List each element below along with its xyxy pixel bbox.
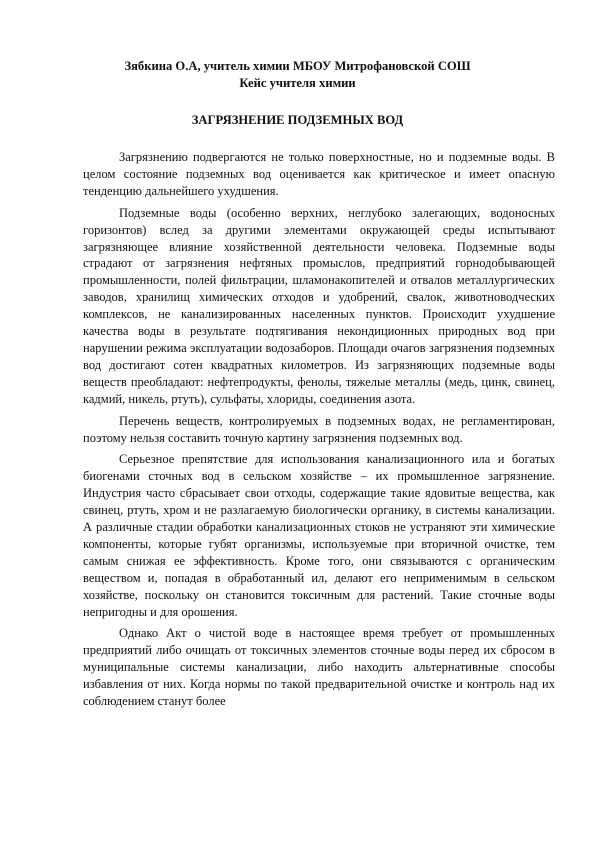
document-body: [83, 149, 555, 715]
document-title: ЗАГРЯЗНЕНИЕ ПОДЗЕМНЫХ ВОД: [191, 113, 404, 127]
paragraph: Однако Акт о чистой воде в настоящее время требует от промышленных предприятий либо очищать от токсичных элементов сточные воды перед их сбросом в муниципальные системы канализации, либо находить альтернативные способы избавления от них. Когда нормы по такой предварительной очистке и контроль над их соблюдением станут более: [83, 626, 555, 709]
paragraph: Загрязнению подвергаются не только поверхностные, но и подземные воды. В целом состояние подземных вод оценивается как критическое и имеет опасную тенденцию дальнейшего ухудшения.: [83, 150, 555, 198]
author-line: Зябкина О.А, учитель химии МБОУ Митрофановской СОШ: [124, 59, 471, 73]
paragraph: Серьезное препятствие для использования канализационного ила и богатых биогенами сточных вод в сельском хозяйстве – их промышленное загрязнение. Индустрия часто сбрасывает свои отходы, содержащие такие ядовитые вещества, как свинец, ртуть, хром и не разлагаемую биологически органику, в системы канализации. А различные стадии обработки канализационных стоков не устраняют эти химические компоненты, которые губят организмы, используемые при вторичной очистке, тем самым снижая ее эффективность. Кроме того, они связываются с органическим веществом и, попадая в обработанный ил, делают его неприменимым в сельском хозяйстве, поскольку он становится токсичным для растений. Такие сточные воды непригодны и для орошения.: [83, 452, 555, 619]
paragraph: Подземные воды (особенно верхних, неглубоко залегающих, водоносных горизонтов) вслед за другими элементами окружающей среды испытывают загрязняющее влияние хозяйственной деятельности человека. Подземные воды страдают от загрязнения нефтяных промыслов, предприятий горнодобывающей промышленности, полей фильтрации, шламонакопителей и отвалов металлургических заводов, хранилищ химических отходов и удобрений, свалок, животноводческих комплексов, не канализированных населенных пунктов. Происходит ухудшение качества воды в результате подтягивания некондиционных природных вод при нарушении режима эксплуатации водозаборов. Площади очагов загрязнения подземных вод достигают сотен квадратных километров. Из загрязняющих подземные воды веществ преобладают: нефтепродукты, фенолы, тяжелые металлы (медь, цинк, свинец, кадмий, никель, ртуть), сульфаты, хлориды, соединения азота.: [83, 205, 555, 406]
paragraph: Перечень веществ, контролируемых в подземных водах, не регламентирован, поэтому нельзя составить точную картину загрязнения подземных вод.: [83, 413, 555, 445]
document-subtitle: Кейс учителя химии: [239, 76, 356, 90]
